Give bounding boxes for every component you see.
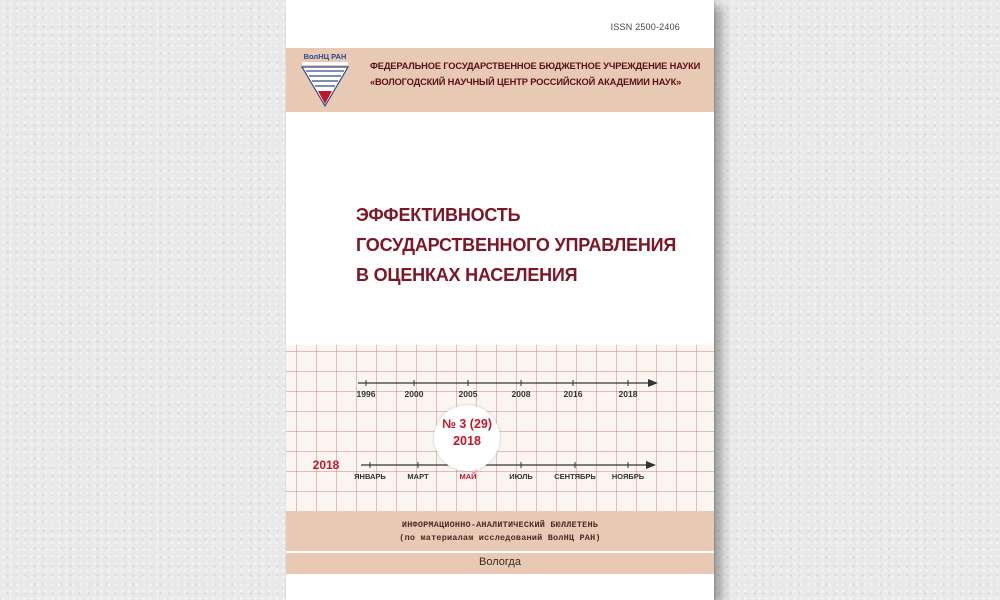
years-axis-arrow-icon — [648, 379, 658, 387]
publication-city: Вологда — [479, 556, 521, 568]
issn-label: ISSN 2500-2406 — [610, 22, 680, 32]
title-line: ЭФФЕКТИВНОСТЬ — [356, 205, 521, 225]
year-label: 1996 — [356, 389, 376, 399]
timeline-grid — [286, 345, 714, 515]
timeline-current-year: 2018 — [312, 458, 340, 472]
title-line: В ОЦЕНКАХ НАСЕЛЕНИЯ — [356, 265, 578, 285]
cover-title — [356, 200, 696, 290]
bulletin-band — [286, 511, 714, 551]
issue-year: 2018 — [453, 434, 481, 448]
bulletin-type: ИНФОРМАЦИОННО-АНАЛИТИЧЕСКИЙ БЮЛЛЕТЕНЬ — [401, 520, 599, 530]
month-label: МАРТ — [407, 472, 429, 481]
year-label: 2008 — [511, 389, 531, 399]
city-band — [286, 553, 714, 574]
year-label: 2005 — [458, 389, 478, 399]
institution-line-2: «ВОЛОГОДСКИЙ НАУЧНЫЙ ЦЕНТР РОССИЙСКОЙ АКАДЕМИИ НАУК» — [370, 77, 682, 87]
journal-cover — [286, 0, 714, 600]
months-axis-arrow-icon — [646, 461, 656, 469]
month-label: НОЯБРЬ — [611, 472, 645, 481]
month-label: СЕНТЯБРЬ — [554, 472, 596, 481]
title-line: ГОСУДАРСТВЕННОГО УПРАВЛЕНИЯ — [356, 235, 677, 255]
month-label: ИЮЛЬ — [509, 472, 533, 481]
header-band — [286, 48, 714, 112]
month-label-selected: МАЙ — [459, 472, 477, 481]
year-label: 2000 — [404, 389, 424, 399]
volnc-logo — [298, 51, 352, 109]
timeline-graphic — [286, 345, 714, 515]
issue-badge — [434, 405, 500, 471]
month-label: ЯНВАРЬ — [354, 472, 386, 481]
year-label: 2016 — [563, 389, 583, 399]
bulletin-subtitle: (по материалам исследований ВолНЦ РАН) — [399, 533, 601, 543]
issue-number: № 3 (29) — [441, 417, 493, 431]
institution-line-1: ФЕДЕРАЛЬНОЕ ГОСУДАРСТВЕННОЕ БЮДЖЕТНОЕ УЧРЕЖДЕНИЕ НАУКИ — [370, 61, 701, 71]
logo-label: ВолНЦ РАН — [303, 52, 347, 61]
year-label: 2018 — [618, 389, 638, 399]
